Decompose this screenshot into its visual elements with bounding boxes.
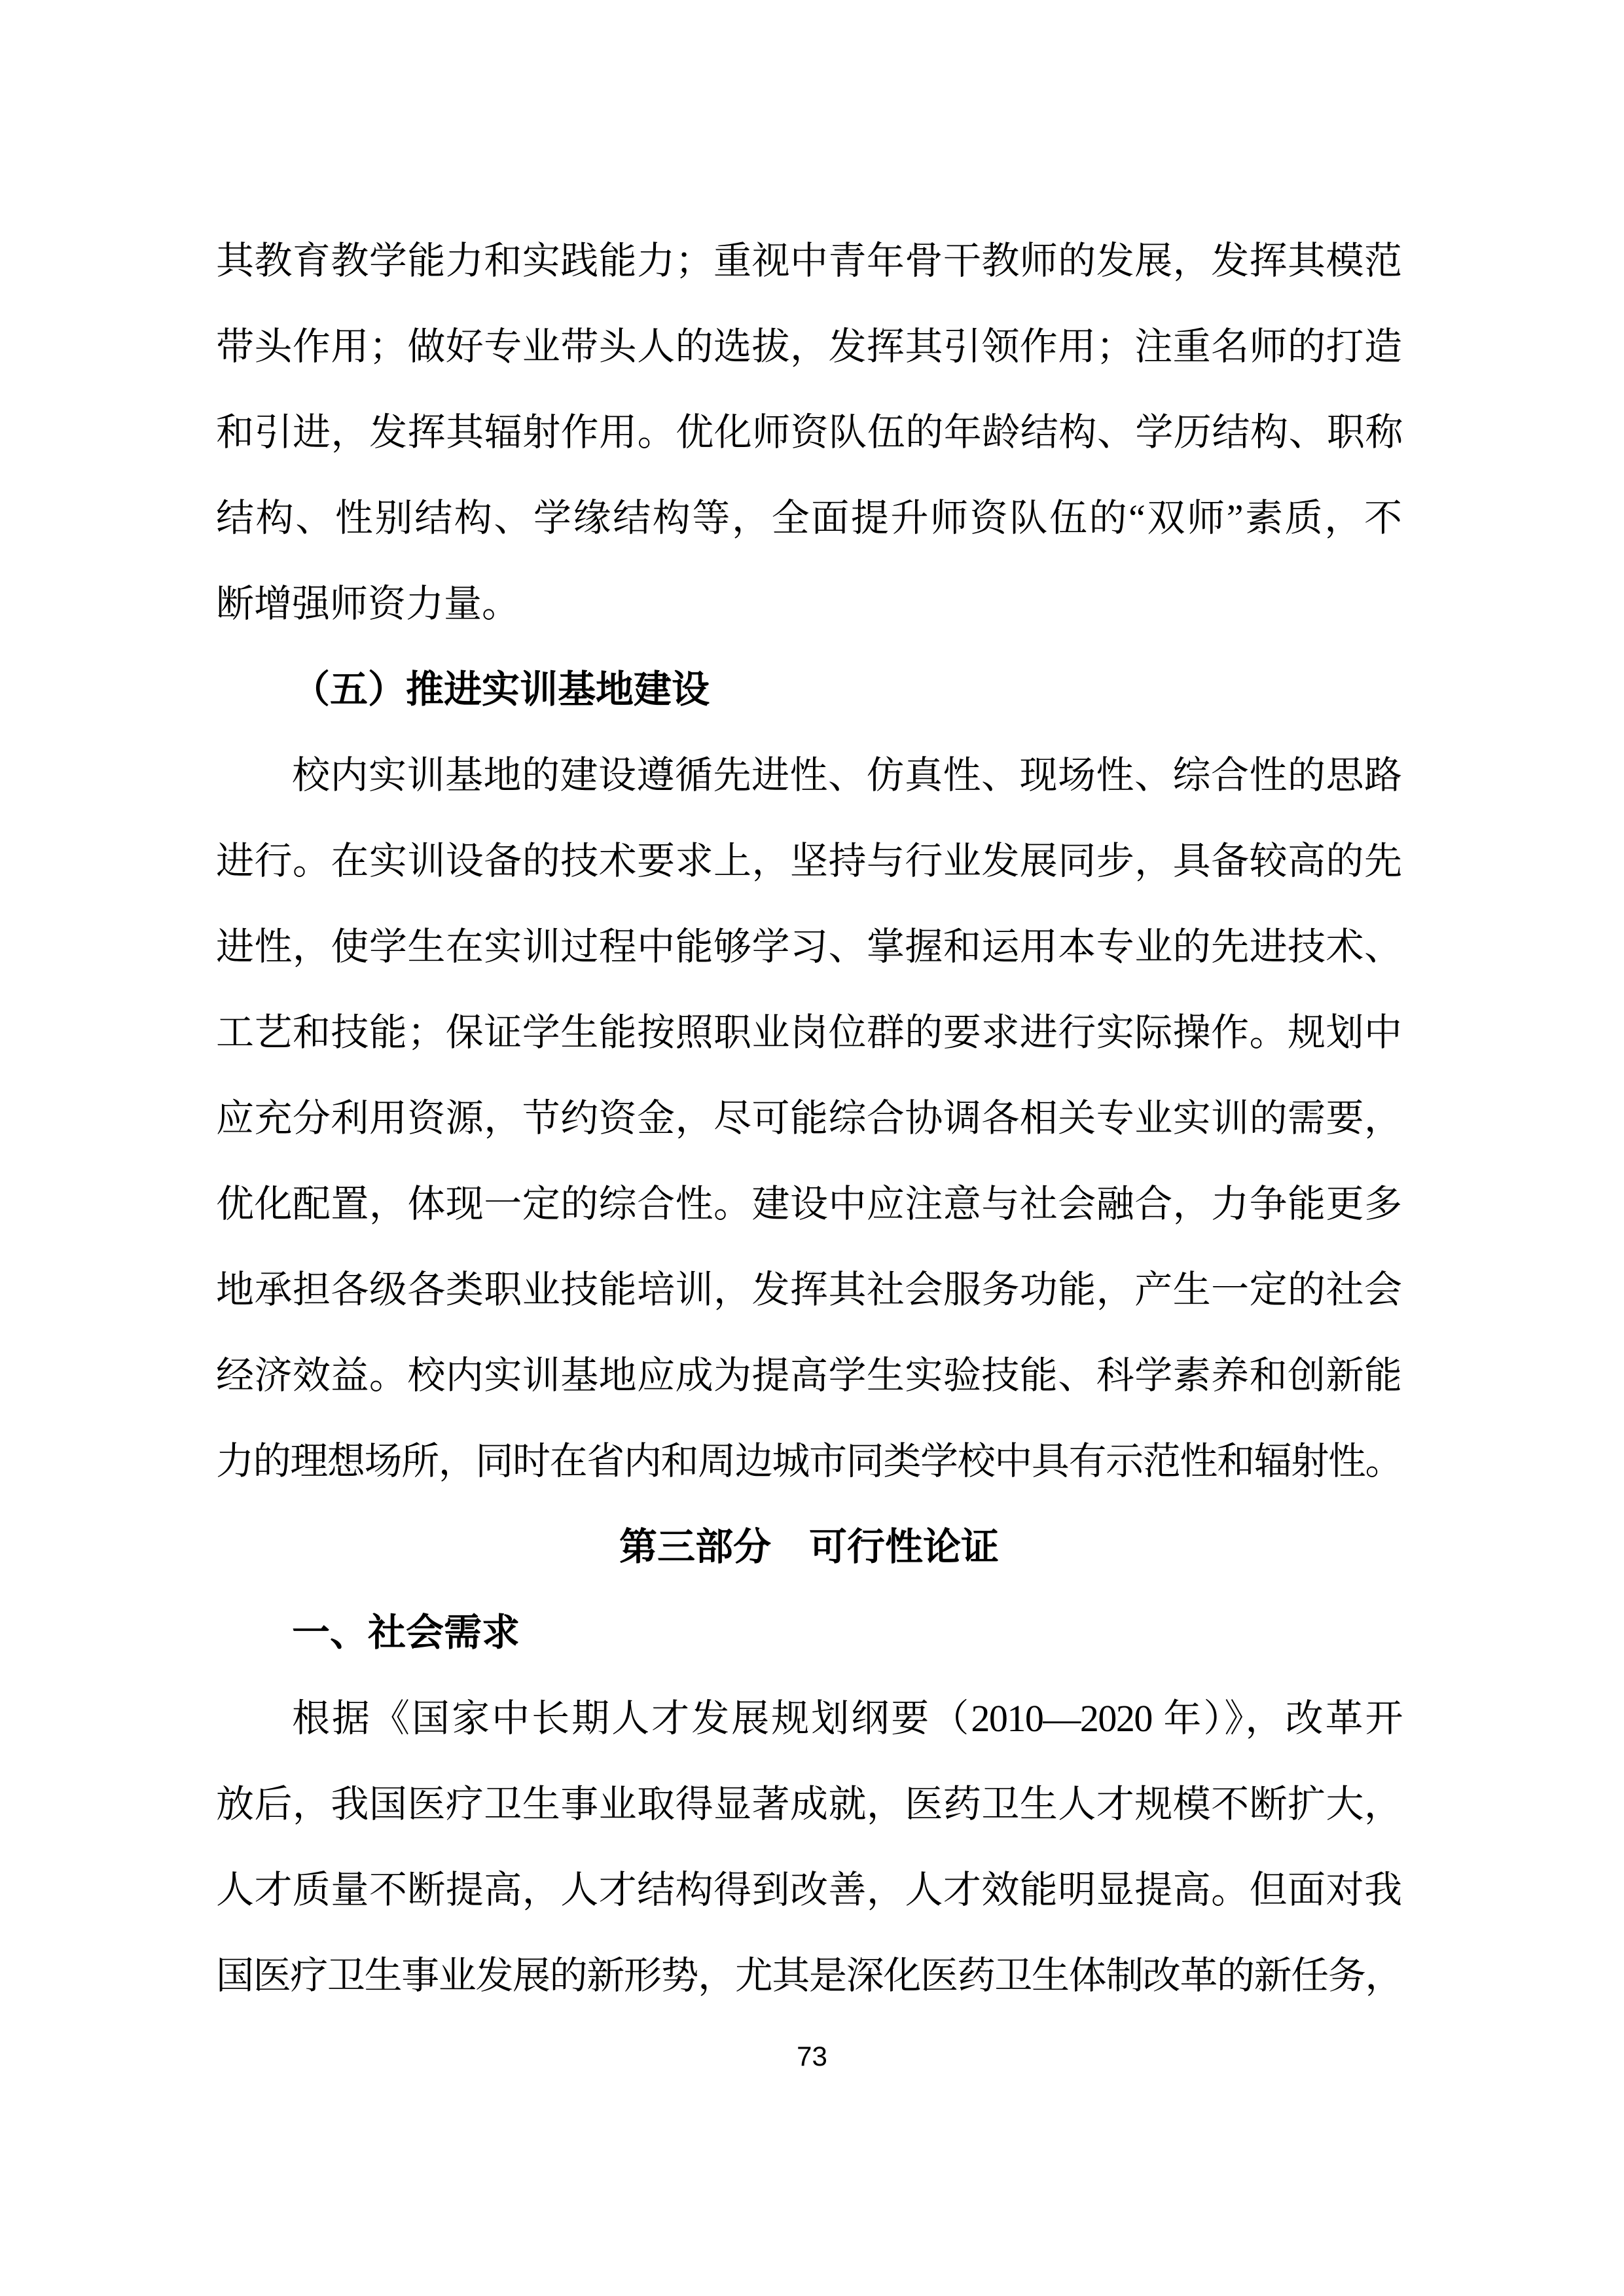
paragraph-teachers — [216, 218, 1402, 647]
body-line: 和引进，发挥其辐射作用。优化师资队伍的年龄结构、学历结构、职称 — [216, 411, 1402, 454]
body-line: 应充分利用资源，节约资金，尽可能综合协调各相关专业实训的需要， — [216, 1097, 1402, 1139]
body-line: 国医疗卫生事业发展的新形势，尤其是深化医药卫生体制改革的新任务， — [216, 1954, 1402, 1997]
body-line: 经济效益。校内实训基地应成为提高学生实验技能、科学素养和创新能 — [216, 1354, 1402, 1397]
body-line: 进行。在实训设备的技术要求上，坚持与行业发展同步，具备较高的先 — [216, 840, 1402, 882]
body-line: 结构、性别结构、学缘结构等，全面提升师资队伍的“双师”素质，不 — [216, 497, 1402, 539]
body-line: 进性，使学生在实训过程中能够学习、掌握和运用本专业的先进技术、 — [216, 925, 1402, 968]
section-heading-5: （五）推进实训基地建设 — [292, 668, 710, 711]
text-column — [216, 218, 1402, 2018]
body-line: 工艺和技能；保证学生能按照职业岗位群的要求进行实际操作。规划中 — [216, 1011, 1402, 1054]
paragraph-social-demand — [216, 1676, 1402, 2018]
body-line: 带头作用；做好专业带头人的选拔，发挥其引领作用；注重名师的打造 — [216, 325, 1402, 368]
page-number: 73 — [797, 2041, 827, 2072]
body-line: 其教育教学能力和实践能力；重视中青年骨干教师的发展，发挥其模范 — [216, 240, 1402, 282]
body-line: 根据《国家中长期人才发展规划纲要（2010—2020 年）》，改革开 — [292, 1697, 1402, 1740]
body-line: 人才质量不断提高，人才结构得到改善，人才效能明显提高。但面对我 — [216, 1869, 1402, 1911]
paragraph-training-base — [216, 732, 1402, 1504]
body-line: 放后，我国医疗卫生事业取得显著成就，医药卫生人才规模不断扩大， — [216, 1783, 1402, 1825]
body-line: 地承担各级各类职业技能培训，发挥其社会服务功能，产生一定的社会 — [216, 1268, 1402, 1311]
heading-social-demand: 一、社会需求 — [292, 1611, 520, 1654]
body-line: 力的理想场所，同时在省内和周边城市同类学校中具有示范性和辐射性。 — [216, 1440, 1402, 1482]
part-3-title: 第三部分 可行性论证 — [619, 1526, 999, 1568]
body-line: 校内实训基地的建设遵循先进性、仿真性、现场性、综合性的思路 — [292, 754, 1402, 797]
body-line: 优化配置，体现一定的综合性。建设中应注意与社会融合，力争能更多 — [216, 1183, 1402, 1225]
body-line: 断增强师资力量。 — [216, 583, 520, 625]
